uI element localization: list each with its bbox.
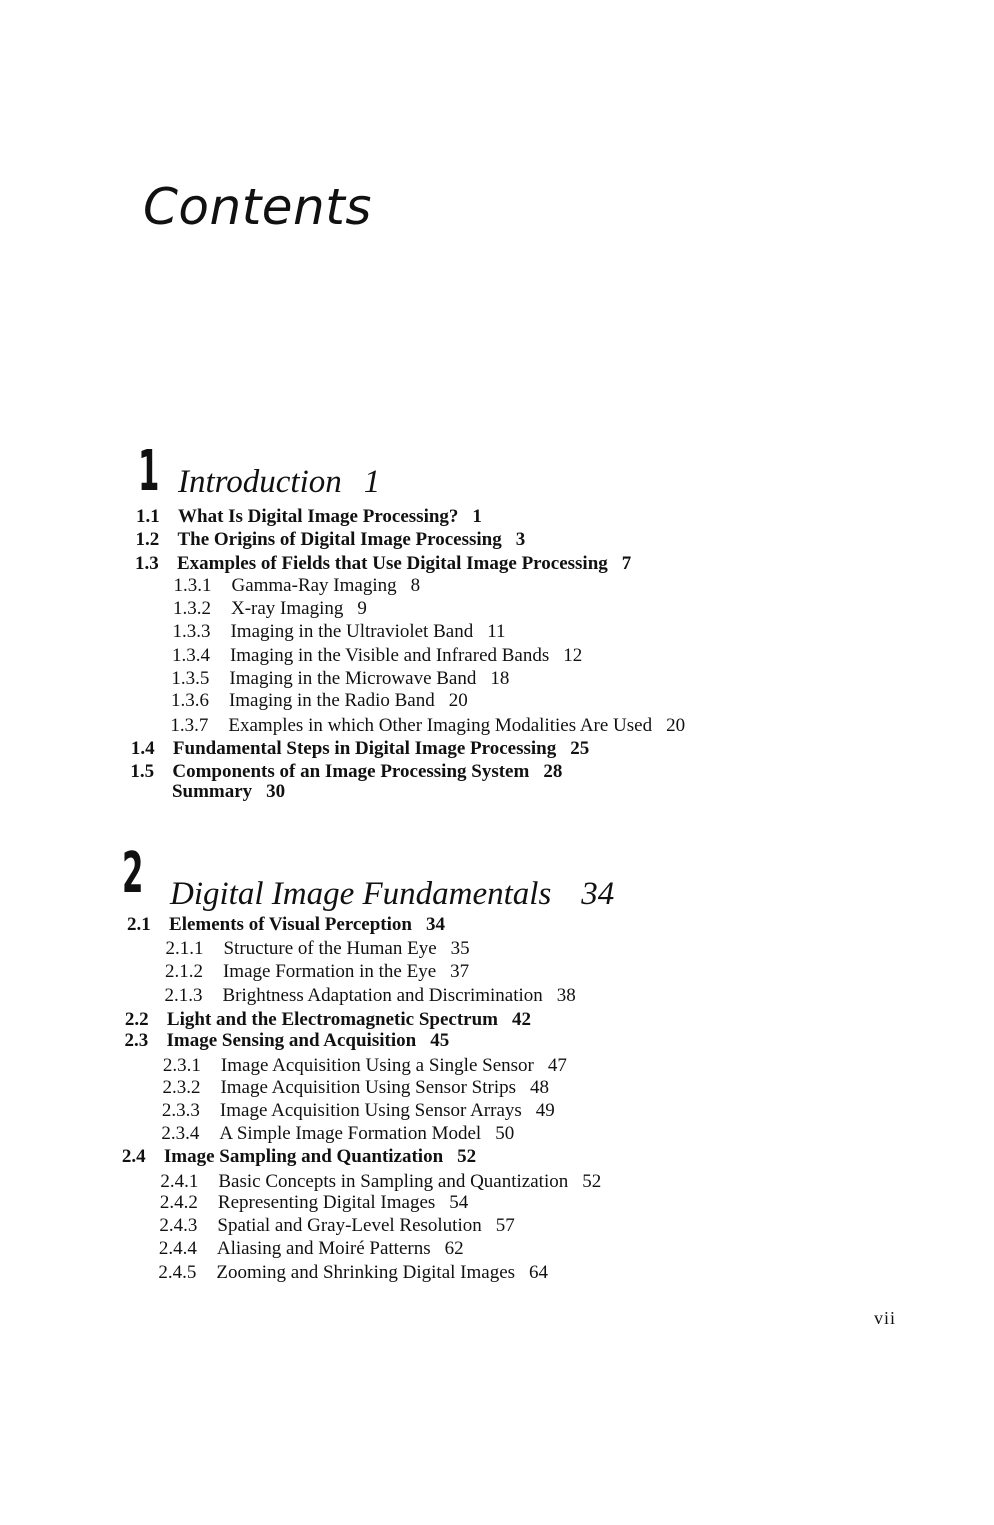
chapter-page: 34 [581,876,615,912]
entry-number: 1.5 [130,761,155,782]
entry-page: 52 [457,1146,477,1167]
entry-page: 12 [563,645,583,666]
chapter-number: 2 [122,841,144,906]
toc-section-entry [135,553,631,575]
entry-page: 62 [444,1238,464,1259]
entry-page: 37 [450,961,470,982]
entry-page: 18 [490,668,510,689]
entry-page: 45 [430,1030,450,1051]
chapter-heading [178,466,380,499]
entry-number: 2.4.3 [159,1215,198,1236]
chapter-number: 1 [138,439,160,504]
page-title: Contents [143,178,372,236]
entry-number: 2.1.3 [164,985,203,1006]
entry-title: Summary [171,781,253,802]
entry-number: 1.3.7 [170,715,209,736]
entry-page: 49 [535,1100,555,1121]
entry-page: 34 [425,914,445,935]
entry-number: 1.3.1 [173,575,212,596]
entry-title: Examples of Fields that Use Digital Image Processing [176,553,608,574]
toc-section-entry [125,1009,531,1031]
toc-section-entry [130,781,285,803]
toc-subsection-entry [162,1100,555,1122]
toc-subsection-entry [170,715,685,737]
entry-number: 2.3.2 [162,1077,201,1098]
entry-number: 1.4 [130,738,155,759]
chapter-title: Digital Image Fundamentals [170,876,552,912]
chapter-title: Introduction [178,464,342,500]
toc-subsection-entry [163,1055,567,1077]
toc-subsection-entry [164,985,575,1007]
entry-page: 8 [410,575,421,596]
toc-section-entry [135,529,525,551]
toc-section-entry [127,914,445,936]
chapter-heading [170,878,614,911]
entry-page: 7 [621,553,632,574]
toc-subsection-entry [172,645,582,667]
entry-page: 11 [487,621,506,642]
entry-number: 1.3.4 [171,645,210,666]
toc-section-entry [124,1030,449,1052]
entry-title: Fundamental Steps in Digital Image Processing [172,738,557,759]
entry-page: 57 [495,1215,515,1236]
entry-title: Spatial and Gray-Level Resolution [217,1215,482,1236]
entry-page: 38 [556,985,576,1006]
entry-number: 1.3.2 [172,598,211,619]
toc-section-entry [122,1146,476,1168]
entry-number: 1.3.3 [172,621,211,642]
entry-title: Light and the Electromagnetic Spectrum [166,1009,498,1030]
toc-subsection-entry [162,1077,549,1099]
entry-number: 2.1.1 [165,938,204,959]
entry-title: Imaging in the Ultraviolet Band [230,621,474,642]
entry-title: Basic Concepts in Sampling and Quantization [218,1171,569,1192]
entry-title: What Is Digital Image Processing? [178,506,459,527]
entry-title: Elements of Visual Perception [169,914,412,935]
entry-number: 2.3.3 [161,1100,200,1121]
entry-number: 2.4 [121,1146,146,1167]
entry-number: 2.4.4 [158,1238,197,1259]
toc-section-entry [130,761,562,783]
entry-number: 2.4.2 [159,1192,198,1213]
entry-title: Imaging in the Microwave Band [229,668,477,689]
entry-number: 2.3.1 [162,1055,201,1076]
entry-title: Structure of the Human Eye [223,938,437,959]
entry-page: 25 [570,738,590,759]
toc-subsection-entry [173,575,420,597]
toc-subsection-entry [165,961,469,983]
toc-subsection-entry [172,621,505,643]
entry-page: 1 [472,506,482,527]
entry-title: Examples in which Other Imaging Modalities Are Used [228,715,653,736]
entry-title: Image Acquisition Using Sensor Arrays [219,1100,522,1121]
toc-section-entry [136,506,482,528]
toc-subsection-entry [158,1262,548,1284]
entry-number: 2.1 [127,914,151,935]
entry-number: 1.3.5 [171,668,210,689]
entry-title: Imaging in the Radio Band [228,690,435,711]
entry-number: 2.4.5 [158,1262,197,1283]
entry-title: Image Sampling and Quantization [163,1146,444,1167]
entry-page: 48 [530,1077,549,1098]
entry-page: 9 [357,598,367,619]
entry-title: Imaging in the Visible and Infrared Bands [229,645,550,666]
toc-subsection-entry [165,938,469,960]
toc-subsection-entry [171,668,509,690]
toc-subsection-entry [160,1192,468,1214]
entry-title: Image Acquisition Using Sensor Strips [220,1077,516,1098]
entry-title: Image Acquisition Using a Single Sensor [220,1055,534,1076]
entry-page: 47 [547,1055,567,1076]
entry-title: X-ray Imaging [230,598,344,619]
entry-page: 35 [450,938,470,959]
entry-page: 20 [666,715,686,736]
entry-number: 2.4.1 [160,1171,199,1192]
chapter-page: 1 [363,464,381,500]
entry-page: 64 [529,1262,549,1283]
entry-number: 2.2 [124,1009,149,1030]
entry-title: Aliasing and Moiré Patterns [216,1238,431,1259]
toc-subsection-entry [159,1238,464,1260]
toc-subsection-entry [159,1215,514,1237]
entry-title: Representing Digital Images [217,1192,436,1213]
entry-title: A Simple Image Formation Model [219,1123,482,1144]
entry-title: Gamma-Ray Imaging [231,575,397,596]
toc-subsection-entry [160,1171,601,1193]
entry-title: Image Sensing and Acquisition [166,1030,417,1051]
entry-title: The Origins of Digital Image Processing [177,529,502,550]
entry-title: Brightness Adaptation and Discrimination [222,985,543,1006]
entry-number: 1.2 [135,529,160,550]
entry-number: 1.3 [134,553,159,574]
toc-section-entry [131,738,589,760]
entry-number: 2.1.2 [164,961,203,982]
toc-subsection-entry [171,690,468,712]
entry-page: 3 [515,529,526,550]
toc-subsection-entry [173,598,367,620]
entry-title: Image Formation in the Eye [222,961,437,982]
entry-title: Components of an Image Processing System [172,761,530,782]
entry-page: 28 [543,761,563,782]
entry-title: Zooming and Shrinking Digital Images [216,1262,516,1283]
entry-number: 2.3.4 [161,1123,200,1144]
entry-page: 50 [495,1123,515,1144]
entry-number: 1.3.6 [170,690,209,711]
entry-page: 30 [266,781,286,802]
entry-number: 1.1 [136,506,160,527]
entry-page: 42 [511,1009,531,1030]
entry-page: 52 [582,1171,602,1192]
entry-page: 54 [449,1192,469,1213]
page-number: vii [874,1308,897,1328]
entry-page: 20 [448,690,468,711]
entry-number: 2.3 [124,1030,149,1051]
toc-subsection-entry [161,1123,514,1145]
